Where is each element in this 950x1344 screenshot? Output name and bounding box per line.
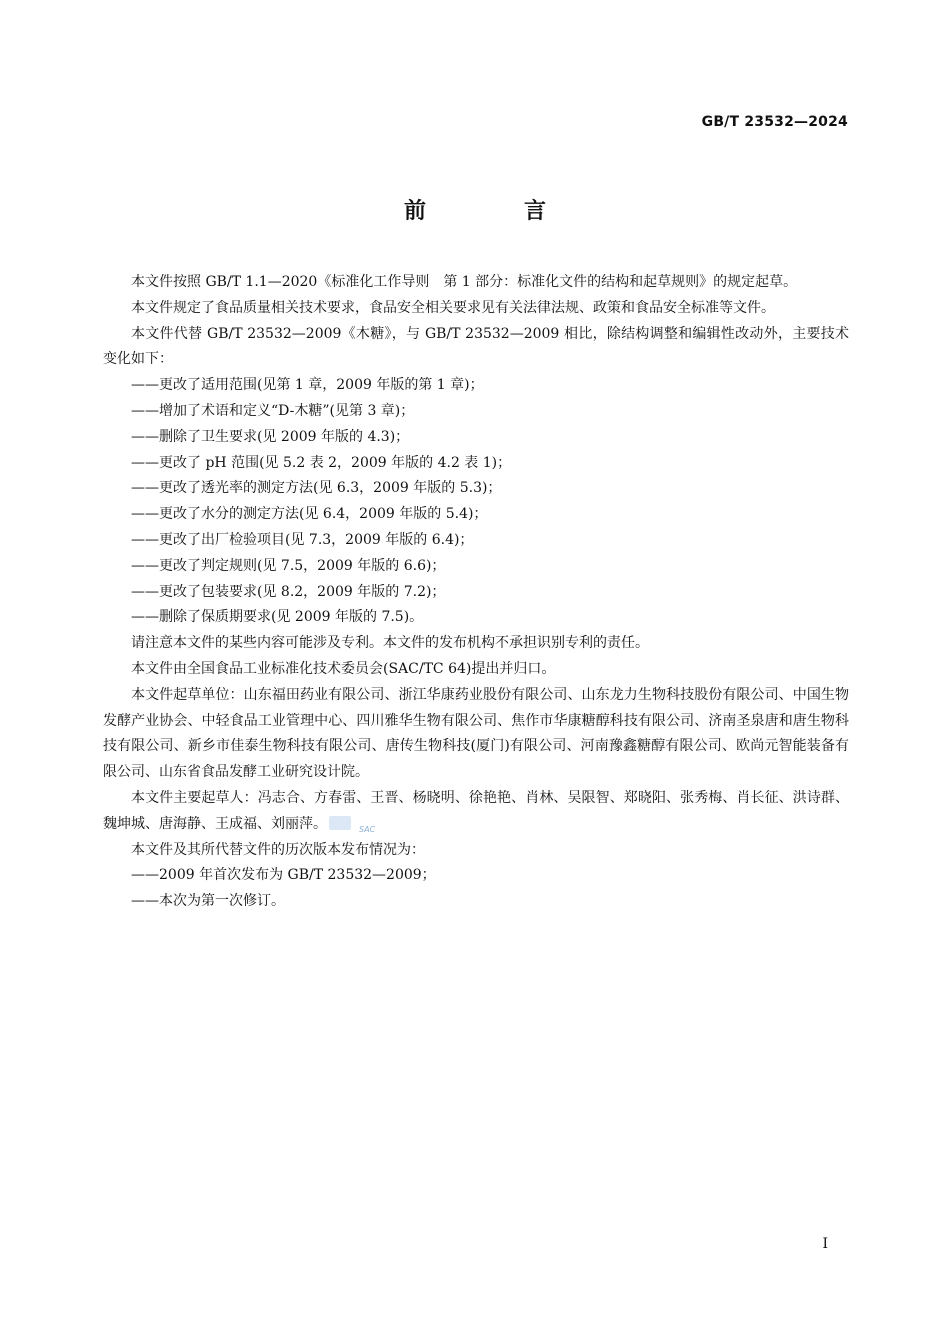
list-item: ——更改了判定规则(见 7.5，2009 年版的 6.6)； [131, 557, 446, 574]
paragraph-committee: 本文件由全国食品工业标准化技术委员会(SAC/TC 64)提出并归口。 [131, 660, 556, 677]
standard-number: GB/T 23532—2024 [701, 114, 848, 130]
changes-list [103, 373, 849, 631]
paragraph-drafters [103, 786, 849, 838]
list-item: ——删除了保质期要求(见 2009 年版的 7.5)。 [131, 609, 424, 626]
watermark-logo: SAC [329, 816, 351, 830]
list-item: ——删除了卫生要求(见 2009 年版的 4.3)； [131, 428, 410, 445]
list-item: ——2009 年首次发布为 GB/T 23532—2009； [131, 867, 436, 884]
list-item: ——更改了 pH 范围(见 5.2 表 2，2009 年版的 4.2 表 1)； [131, 454, 512, 471]
list-item: ——增加了术语和定义“D-木糖”(见第 3 章)； [131, 402, 415, 419]
paragraph-drafting-units: 本文件起草单位：山东福田药业有限公司、浙江华康药业股份有限公司、山东龙力生物科技股份有限公司、中国生物发酵产业协会、中轻食品工业管理中心、四川雅华生物有限公司、焦作市华康糖醇科技有限公司、济南圣泉唐和唐生物科技有限公司、新乡市佳泰生物科技有限公司、唐传生物科技(厦门)有限公司、河南豫鑫糖醇有限公司、欧尚元智能装备有限公司、山东省食品发酵工业研究设计院。 [103, 686, 849, 781]
drafters-text: 本文件主要起草人：冯志合、方春雷、王晋、杨晓明、徐艳艳、肖林、吴限智、郑晓阳、张秀梅、肖长征、洪诗群、魏坤城、唐海静、王成福、刘丽萍。 [103, 789, 849, 832]
document-body [103, 270, 849, 915]
list-item: ——本次为第一次修订。 [131, 893, 285, 910]
list-item: ——更改了水分的测定方法(见 6.4，2009 年版的 5.4)； [131, 506, 488, 523]
paragraph-drafting-rules: 本文件按照 GB/T 1.1—2020《标准化工作导则 第 1 部分：标准化文件的结构和起草规则》的规定起草。 [131, 274, 798, 290]
list-item: ——更改了包装要求(见 8.2，2009 年版的 7.2)； [131, 583, 446, 600]
paragraph-scope: 本文件规定了食品质量相关技术要求，食品安全相关要求见有关法律法规、政策和食品安全标准等文件。 [131, 299, 775, 316]
paragraph-replacement: 本文件代替 GB/T 23532—2009《木糖》，与 GB/T 23532—2009 相比，除结构调整和编辑性改动外，主要技术变化如下： [103, 325, 849, 368]
history-list [103, 863, 849, 915]
paragraph-patent: 请注意本文件的某些内容可能涉及专利。本文件的发布机构不承担识别专利的责任。 [131, 635, 649, 652]
paragraph-history: 本文件及其所代替文件的历次版本发布情况为： [131, 841, 425, 858]
list-item: ——更改了适用范围(见第 1 章，2009 年版的第 1 章)； [131, 377, 484, 394]
page-title: 前 言 [403, 198, 584, 224]
list-item: ——更改了出厂检验项目(见 7.3，2009 年版的 6.4)； [131, 531, 474, 548]
page-number: I [822, 1236, 828, 1252]
list-item: ——更改了透光率的测定方法(见 6.3，2009 年版的 5.3)； [131, 480, 502, 497]
